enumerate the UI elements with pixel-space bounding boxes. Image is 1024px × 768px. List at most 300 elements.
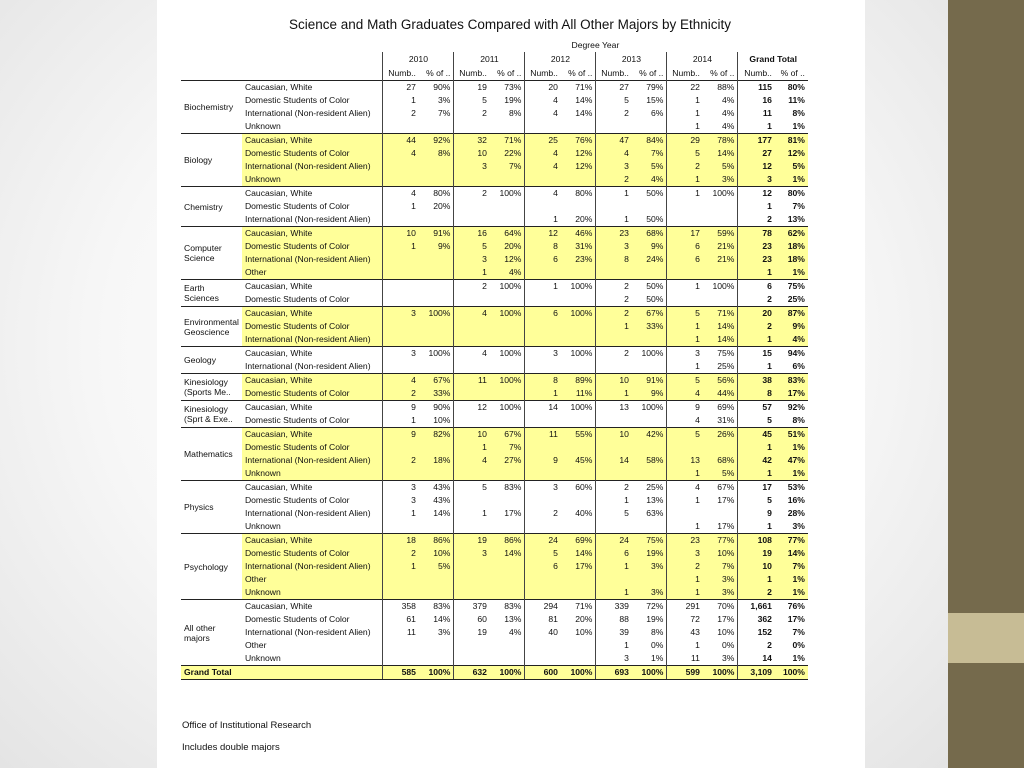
count-cell: 5 (596, 507, 632, 520)
table-row (181, 173, 808, 187)
table-row (181, 160, 808, 173)
total-percent-cell: 1% (775, 573, 808, 586)
percent-cell: 3% (703, 573, 738, 586)
grand-total-count: 599 (667, 666, 703, 680)
count-cell: 40 (525, 626, 561, 639)
total-count-cell: 1 (738, 120, 775, 134)
percent-cell (490, 414, 525, 428)
percent-cell: 5% (632, 160, 667, 173)
count-cell (596, 120, 632, 134)
count-cell: 3 (383, 307, 419, 321)
count-cell: 10 (454, 428, 490, 442)
count-cell: 2 (596, 280, 632, 294)
count-cell: 4 (525, 147, 561, 160)
total-percent-cell: 6% (792, 361, 805, 371)
table-row (181, 293, 808, 307)
percent-cell: 20% (433, 201, 451, 211)
grand-total-row (181, 666, 808, 680)
percent-cell: 100% (561, 280, 596, 294)
grand-total-count: 632 (454, 666, 490, 680)
percent-cell (703, 441, 738, 454)
count-cell: 5 (454, 481, 490, 495)
count-cell: 16 (454, 227, 490, 241)
percent-cell (419, 639, 454, 652)
grand-total-percent: 100% (632, 666, 667, 680)
total-count-cell: 57 (738, 401, 775, 415)
count-cell: 4 (454, 347, 490, 361)
count-cell: 3 (383, 481, 419, 495)
count-cell: 4 (667, 387, 703, 401)
total-count-cell: 2 (738, 586, 775, 600)
count-cell (525, 360, 561, 374)
percent-cell: 46% (561, 227, 596, 241)
total-count-cell: 20 (738, 307, 775, 321)
count-cell: 1 (596, 560, 632, 573)
count-cell: 1 (667, 586, 703, 600)
count-cell: 3 (667, 347, 703, 361)
total-count-cell: 15 (738, 347, 775, 361)
percent-cell (490, 333, 525, 347)
grand-total-percent: 100% (703, 666, 738, 680)
count-cell: 29 (667, 134, 703, 148)
count-cell: 2 (596, 307, 632, 321)
table-row (181, 147, 808, 160)
total-percent-cell: 47% (775, 454, 808, 467)
count-cell: 358 (383, 600, 419, 614)
percent-cell: 56% (703, 374, 738, 388)
percent-cell (490, 120, 525, 134)
percent-cell: 17% (717, 495, 735, 505)
percent-cell: 7% (490, 441, 525, 454)
total-percent-cell: 1% (775, 467, 808, 481)
count-cell: 2 (596, 481, 632, 495)
percent-cell: 5% (419, 560, 454, 573)
percent-cell: 4% (722, 95, 735, 105)
count-cell (525, 652, 561, 666)
percent-cell (561, 639, 596, 652)
count-cell: 1 (667, 494, 703, 507)
ethnicity-label: Domestic Students of Color (244, 294, 350, 304)
count-cell (454, 320, 490, 333)
count-cell (454, 586, 490, 600)
percent-cell (561, 441, 596, 454)
count-cell (454, 173, 490, 187)
percent-cell (490, 293, 525, 307)
number-header: Numb.. (596, 66, 632, 81)
percent-cell: 50% (646, 214, 664, 224)
percent-cell (490, 520, 525, 534)
percent-cell: 77% (703, 534, 738, 548)
percent-cell: 79% (632, 81, 667, 95)
ethnicity-label: Domestic Students of Color (242, 387, 383, 401)
total-count-cell: 1 (738, 573, 775, 586)
ethnicity-label: Caucasian, White (242, 428, 383, 442)
count-cell: 2 (454, 187, 490, 201)
percent-cell: 9% (632, 387, 667, 401)
percent-cell (419, 441, 454, 454)
table-row (181, 227, 808, 241)
total-count-cell: 16 (738, 94, 775, 107)
percent-cell: 88% (703, 81, 738, 95)
count-cell: 4 (383, 374, 419, 388)
percent-cell: 14% (490, 547, 525, 560)
percent-cell: 18% (419, 454, 454, 467)
table-row (181, 253, 808, 266)
table-row (181, 613, 808, 626)
ethnicity-label: Other (244, 640, 267, 650)
percent-cell: 31% (561, 240, 596, 253)
percent-cell (490, 200, 525, 213)
count-cell: 12 (525, 227, 561, 241)
count-cell: 5 (667, 428, 703, 442)
ethnicity-label: Other (242, 573, 383, 586)
header-blank (242, 52, 383, 66)
percent-cell: 0% (651, 640, 664, 650)
count-cell (454, 120, 490, 134)
total-count-cell: 10 (738, 560, 775, 573)
total-percent-cell: 4% (775, 333, 808, 347)
percent-cell: 7% (438, 108, 451, 118)
table-row (181, 360, 808, 374)
ethnicity-label: Caucasian, White (242, 401, 383, 415)
count-cell: 8 (525, 374, 561, 388)
count-cell (383, 639, 419, 652)
percent-cell: 3% (632, 560, 667, 573)
count-cell: 1 (667, 360, 703, 374)
percent-cell: 75% (632, 534, 667, 548)
percent-cell (561, 520, 596, 534)
total-percent-cell: 18% (775, 253, 808, 266)
percent-cell: 83% (419, 600, 454, 614)
table-row (181, 494, 808, 507)
percent-cell: 100% (703, 187, 738, 201)
count-cell: 9 (525, 454, 561, 467)
percent-cell: 13% (646, 495, 664, 505)
number-header: Numb.. (738, 66, 775, 81)
count-cell: 19 (454, 534, 490, 548)
total-count-cell: 38 (738, 374, 775, 388)
percent-cell: 91% (632, 374, 667, 388)
count-cell: 1 (454, 266, 490, 280)
count-cell: 6 (667, 240, 703, 253)
major-label: Mathematics (181, 428, 242, 481)
percent-cell (490, 639, 525, 652)
percent-cell: 64% (490, 227, 525, 241)
total-count-cell: 8 (738, 387, 775, 401)
header-blank (181, 66, 242, 81)
percent-cell: 100% (561, 401, 596, 415)
count-cell (454, 200, 490, 213)
major-label: Environmental Geoscience (181, 307, 242, 347)
percent-header: % of .. (780, 67, 805, 78)
report-page (157, 0, 865, 768)
percent-cell: 8% (651, 627, 664, 637)
total-percent-cell: 92% (775, 401, 808, 415)
count-cell: 1 (667, 573, 703, 586)
percent-cell: 3% (438, 95, 451, 105)
percent-cell: 100% (632, 347, 667, 361)
percent-cell: 90% (419, 81, 454, 95)
percent-cell: 80% (561, 187, 596, 201)
count-cell: 11 (454, 374, 490, 388)
total-percent-cell: 51% (775, 428, 808, 442)
count-cell (525, 320, 561, 333)
grand-total-count: 585 (383, 666, 419, 680)
count-cell: 3 (454, 160, 490, 173)
percent-cell (632, 200, 667, 213)
count-cell: 1 (454, 507, 490, 520)
total-count-cell: 177 (738, 134, 775, 148)
total-count-cell: 1 (738, 200, 775, 213)
count-cell: 24 (525, 534, 561, 548)
ethnicity-label: Caucasian, White (242, 187, 383, 201)
count-cell: 1 (596, 213, 632, 227)
count-cell: 3 (454, 253, 490, 266)
percent-cell: 12% (561, 160, 596, 173)
percent-cell: 10% (575, 627, 593, 637)
grand-total-overall-percent: 100% (775, 666, 808, 680)
percent-header: % of .. (568, 67, 593, 78)
percent-cell: 14% (703, 320, 738, 333)
ethnicity-label: Caucasian, White (242, 374, 383, 388)
total-count-cell: 2 (738, 213, 775, 227)
table-row (181, 81, 808, 95)
ethnicity-label: Domestic Students of Color (242, 547, 383, 560)
percent-cell: 25% (632, 481, 667, 495)
count-cell: 12 (454, 401, 490, 415)
count-cell: 2 (525, 507, 561, 520)
total-percent-cell: 14% (775, 547, 808, 560)
total-percent-cell: 0% (792, 640, 805, 650)
table-row (181, 94, 808, 107)
total-percent-cell: 75% (775, 280, 808, 294)
count-cell (596, 414, 632, 428)
percent-cell (632, 266, 667, 280)
header-row-measures (181, 66, 808, 81)
percent-cell: 4% (722, 121, 735, 131)
count-cell: 1 (667, 280, 703, 294)
percent-cell (703, 213, 738, 227)
table-row (181, 573, 808, 586)
count-cell: 19 (454, 626, 490, 639)
count-cell (525, 494, 561, 507)
total-percent-cell: 3% (792, 521, 805, 531)
percent-cell: 12% (561, 147, 596, 160)
count-cell (383, 652, 419, 666)
count-cell: 44 (383, 134, 419, 148)
count-cell: 6 (525, 307, 561, 321)
percent-cell: 43% (433, 495, 451, 505)
percent-cell: 14% (703, 147, 738, 160)
percent-cell: 1% (651, 653, 664, 663)
header-blank (181, 38, 242, 52)
count-cell (454, 494, 490, 507)
percent-cell: 13% (504, 614, 522, 624)
total-count-cell: 1,661 (738, 600, 775, 614)
ethnicity-label: Unknown (244, 121, 281, 131)
count-cell (596, 333, 632, 347)
count-cell (383, 213, 419, 227)
percent-cell (561, 652, 596, 666)
percent-cell: 100% (561, 347, 596, 361)
count-cell (525, 520, 561, 534)
table-row (181, 520, 808, 534)
count-cell: 1 (667, 187, 703, 201)
grand-total-overall-count: 3,109 (738, 666, 775, 680)
percent-cell: 9% (419, 240, 454, 253)
total-count-cell: 12 (738, 187, 775, 201)
percent-cell: 50% (646, 294, 664, 304)
ethnicity-label: Domestic Students of Color (244, 415, 350, 425)
count-cell: 3 (667, 547, 703, 560)
count-cell: 8 (596, 253, 632, 266)
total-percent-cell: 11% (788, 95, 805, 105)
percent-cell: 10% (717, 627, 735, 637)
table-row (181, 120, 808, 134)
ethnicity-label: International (Non-resident Alien) (242, 454, 383, 467)
count-cell (596, 441, 632, 454)
count-cell (383, 266, 419, 280)
count-cell: 1 (667, 107, 703, 120)
count-cell: 2 (667, 560, 703, 573)
percent-cell: 14% (703, 333, 738, 347)
percent-cell: 40% (575, 508, 593, 518)
count-cell: 9 (383, 401, 419, 415)
ethnicity-label: Domestic Students of Color (242, 441, 383, 454)
graduates-table (181, 38, 808, 680)
count-cell: 1 (596, 387, 632, 401)
count-cell (383, 441, 419, 454)
count-cell (454, 213, 490, 227)
percent-cell: 83% (490, 600, 525, 614)
count-cell (525, 414, 561, 428)
percent-cell: 71% (490, 134, 525, 148)
percent-cell (561, 360, 596, 374)
percent-cell (632, 120, 667, 134)
percent-cell: 24% (632, 253, 667, 266)
count-cell: 1 (383, 507, 419, 520)
percent-cell (703, 507, 738, 520)
count-cell: 72 (667, 613, 703, 626)
count-cell (454, 520, 490, 534)
percent-cell: 84% (632, 134, 667, 148)
count-cell: 2 (667, 160, 703, 173)
percent-cell: 92% (419, 134, 454, 148)
count-cell: 1 (454, 441, 490, 454)
total-count-cell: 362 (738, 613, 775, 626)
count-cell: 1 (667, 333, 703, 347)
percent-cell: 70% (703, 600, 738, 614)
table-row (181, 652, 808, 666)
percent-cell (419, 320, 454, 333)
percent-cell: 58% (632, 454, 667, 467)
major-label: Geology (181, 347, 242, 374)
count-cell: 3 (596, 652, 632, 666)
percent-cell (561, 293, 596, 307)
percent-cell: 21% (703, 253, 738, 266)
total-count-cell: 27 (738, 147, 775, 160)
count-cell (383, 467, 419, 481)
total-count-cell: 3 (738, 173, 775, 187)
total-percent-cell: 1% (775, 586, 808, 600)
count-cell: 1 (383, 240, 419, 253)
ethnicity-label: International (Non-resident Alien) (244, 214, 371, 224)
count-cell: 27 (596, 81, 632, 95)
percent-cell: 100% (490, 280, 525, 294)
percent-cell: 23% (561, 253, 596, 266)
percent-cell (561, 200, 596, 213)
ethnicity-label: Caucasian, White (242, 134, 383, 148)
count-cell: 379 (454, 600, 490, 614)
count-cell: 339 (596, 600, 632, 614)
percent-cell (561, 266, 596, 280)
total-percent-cell: 53% (775, 481, 808, 495)
count-cell: 32 (454, 134, 490, 148)
percent-cell: 67% (632, 307, 667, 321)
total-count-cell: 19 (738, 547, 775, 560)
count-cell: 3 (596, 160, 632, 173)
ethnicity-label: Domestic Students of Color (242, 240, 383, 253)
percent-cell (490, 173, 525, 187)
total-percent-cell: 1% (792, 121, 805, 131)
count-cell: 17 (667, 227, 703, 241)
total-count-cell: 1 (738, 520, 775, 534)
major-label: Earth Sciences (181, 280, 242, 307)
total-count-cell: 11 (738, 107, 775, 120)
count-cell (525, 333, 561, 347)
percent-cell: 14% (433, 614, 451, 624)
percent-cell (490, 494, 525, 507)
count-cell: 1 (596, 320, 632, 333)
percent-cell: 33% (632, 320, 667, 333)
total-percent-cell: 76% (775, 600, 808, 614)
count-cell: 1 (525, 280, 561, 294)
total-percent-cell: 83% (775, 374, 808, 388)
table-row (181, 240, 808, 253)
table-row (181, 428, 808, 442)
percent-cell: 100% (490, 187, 525, 201)
count-cell (667, 507, 703, 520)
total-count-cell: 6 (738, 280, 775, 294)
grand-total-percent: 100% (490, 666, 525, 680)
percent-cell: 100% (561, 307, 596, 321)
count-cell (383, 573, 419, 586)
total-percent-cell: 7% (792, 201, 805, 211)
percent-cell (419, 213, 454, 227)
count-cell: 14 (525, 401, 561, 415)
percent-cell: 22% (490, 147, 525, 160)
count-cell: 8 (525, 240, 561, 253)
total-percent-cell: 25% (787, 294, 805, 304)
year-header-2011: 2011 (454, 52, 525, 66)
percent-cell: 100% (490, 347, 525, 361)
percent-cell (703, 293, 738, 307)
major-label: Biology (181, 134, 242, 187)
count-cell: 13 (667, 454, 703, 467)
percent-cell: 17% (717, 521, 735, 531)
count-cell: 1 (596, 586, 632, 600)
percent-cell (703, 266, 738, 280)
grand-total-header: Grand Total (738, 52, 808, 66)
count-cell: 6 (525, 253, 561, 266)
total-count-cell: 5 (738, 494, 775, 507)
count-cell: 2 (454, 107, 490, 120)
percent-cell (419, 520, 454, 534)
total-count-cell: 1 (738, 467, 775, 481)
percent-cell: 20% (490, 240, 525, 253)
percent-cell (419, 253, 454, 266)
count-cell: 2 (596, 293, 632, 307)
